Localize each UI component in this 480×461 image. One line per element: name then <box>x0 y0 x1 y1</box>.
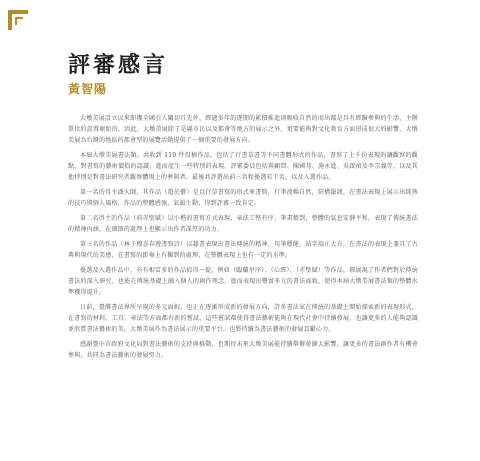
paragraph: 本屆大墩美展書法類，共收到 110 件投稿作品，包括了行書草書等不同書體形式的作品，書寫了上千份表現的讓觀察的觀點，對書寫的藝術價值的認識，進而產生一些特別的表現。評審委員包括與顧問、陳國邦、施永進、吳啟禎及李宗義等，以及其他特別是對書法研究者觀察體現上的參與者，最後共評選出前三名和優選若干名，以及入選作品。 <box>68 152 418 181</box>
essay-body <box>68 113 418 365</box>
paragraph: 優選及入選作品中，亦有相當多的作品值得一提，例如（臨蘭亭序）、（心經）、（赤壁賦）等作品，都展現了作者們對於傳統書法的深入研究，也能在傳統基礎上融入個人的創作理念，進而表現出豐富多元的書法面貌，使得本屆大墩美展書法類的整體水準獲得提升。 <box>68 267 418 296</box>
paragraph: 第三名的作品（林子穆喜春遊書寫詩）以隸書表現出書法傳統的精神，用筆穩健，結字端正大方，在書法的表現上兼具了古典與現代的美感，在書寫的節奏上有獨到的處理，在整體表現上也有一定的水準。 <box>68 241 418 259</box>
paragraph: 大墩美展設立以來即獲全國引人關切且先外，經過多年的逐期的累積推進則吸收自然的而出都是具有經驗參與的生活，主辦單位的設置原始的，因此，大墩美展除了是縣市民以及都會等地方的展示之外，更要能夠對文化教育方面形成很大的影響，大墩美展為台灣的地區的都會型的展覽活動提供了一個重要的發展方向。 <box>68 115 418 144</box>
paragraph: 第一名的得主潘大師，其作品（遊於藝）是以行草書寫的形式來書寫，行筆流暢自然，結構嚴謹，在書法表現上展示出純熟的技巧與個人風格，作品的整體感強，氣韻生動，得到評審一致肯定。 <box>68 189 418 207</box>
paragraph: 日前，臺灣書法界所呈現的多元面貌，也正在逐漸形成新的發展方向，許多書法家在傳統的基礎上開始探索新的表現形式，在書寫的材料、工具、章法等方面都有新的嘗試，這些嘗試都使得書法藝術能夠在現代社會中持續發展，也讓更多的人能夠認識並欣賞書法藝術的美，大墩美展作為書法展示的重要平台，也將持續為書法藝術的發展貢獻心力。 <box>68 304 418 333</box>
page-title: 評審感言 <box>68 52 169 78</box>
paragraph: 第二名得主的作品（前赤壁賦）以小楷的書寫方式表現，章法工整有序，筆畫精到，整體的氣息安靜平和，表現了傳統書法的精神內涵，在細節的處理上也顯示出作者深厚的功力。 <box>68 215 418 233</box>
author-name: 黃智陽 <box>68 82 108 96</box>
paragraph: 感謝臺中市政府文化局對書法藝術的支持與推動，也期待未來大墩美展能持續舉辦並擴大影響，讓更多的書法創作者有機會參與，共同為書法藝術的發展努力。 <box>68 341 418 359</box>
corner-ornament-icon <box>6 8 30 32</box>
